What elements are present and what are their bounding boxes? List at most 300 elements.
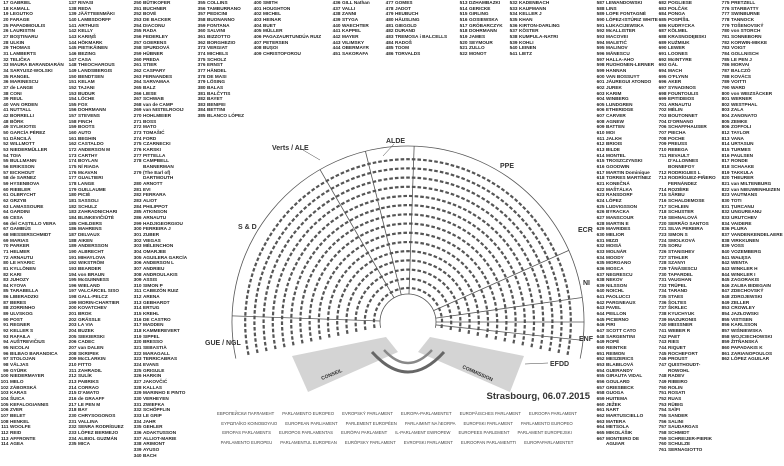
- seat: [254, 304, 257, 308]
- seat-number: 172: [68, 147, 77, 153]
- seat: [501, 293, 504, 297]
- seat: [375, 307, 378, 311]
- seat: [365, 201, 369, 204]
- seat: [560, 304, 563, 308]
- seat: [346, 283, 350, 287]
- member-name: BÜTIKOFER: [143, 0, 171, 5]
- seat-number: 784: [721, 50, 730, 56]
- seat: [384, 187, 388, 190]
- seat: [344, 270, 348, 274]
- member-name: KAUFMANN: [519, 5, 547, 11]
- seat-number: 409: [253, 50, 262, 56]
- seat: [301, 340, 304, 344]
- group-label-alde: ALDE: [386, 138, 406, 145]
- seat-number: 597: [596, 56, 605, 62]
- member-name: GERICKE: [469, 5, 491, 11]
- seat-number: 356: [197, 5, 206, 11]
- seat-number: 832: [721, 209, 730, 215]
- seat: [417, 251, 421, 254]
- seat: [278, 278, 281, 282]
- seat-number: 26: [3, 28, 9, 34]
- seat: [471, 202, 475, 206]
- seat-number: 711: [658, 152, 667, 158]
- member-name: JADOT: [395, 5, 411, 11]
- seat-number: 436: [332, 0, 341, 5]
- seat-number: 273: [133, 130, 142, 136]
- member-name: RAFAILA: [10, 333, 31, 339]
- seat-number: 661: [596, 407, 605, 413]
- member-name: KARSKI: [143, 147, 161, 153]
- seat: [432, 286, 436, 290]
- member-name: PITTELLA: [143, 152, 166, 158]
- member-name: de SARNEZ: [10, 175, 37, 181]
- member-name: PICIÈ: [78, 192, 91, 198]
- seat: [538, 240, 542, 244]
- seat-number: 254: [133, 22, 142, 28]
- seat: [486, 311, 489, 315]
- seat: [482, 294, 485, 298]
- seat: [409, 222, 413, 224]
- member-name: PAET: [668, 333, 681, 339]
- member-name: ZELLER: [731, 299, 750, 305]
- member-name: KUMPULA-NATRI: [519, 33, 558, 39]
- seat-number: 486: [385, 50, 394, 56]
- seat: [370, 200, 374, 203]
- seat: [530, 343, 533, 347]
- member-name: LE PEN M: [78, 401, 101, 407]
- seat: [375, 217, 379, 220]
- member-name: GUERANDY: [606, 367, 633, 373]
- seat: [314, 264, 318, 268]
- seat-number: 324: [133, 362, 142, 367]
- seat: [293, 230, 297, 234]
- seat: [450, 321, 452, 325]
- seat: [438, 278, 442, 282]
- seat: [514, 323, 516, 327]
- seat: [338, 304, 341, 308]
- seat-number: 259: [133, 50, 142, 56]
- seat: [282, 304, 285, 308]
- seat: [318, 277, 322, 281]
- member-name: SCHREIJER-PIERIK: [668, 435, 713, 441]
- seat: [254, 333, 256, 337]
- member-name: HÜBNER: [143, 50, 164, 56]
- member-name: TĂNĂSESCU: [668, 265, 698, 271]
- seat-number: 42: [3, 113, 9, 119]
- seat: [325, 189, 329, 193]
- seat-number: 842: [721, 260, 730, 266]
- seat: [437, 227, 441, 230]
- seat: [542, 312, 544, 316]
- member-name: WAECHTER: [342, 22, 369, 28]
- seat-number: 380: [197, 84, 206, 90]
- seat: [496, 185, 500, 189]
- seat-number: 830: [721, 197, 730, 203]
- member-name: MARTIN Dominique: [606, 169, 650, 175]
- member-name: BOOTS: [78, 124, 95, 130]
- member-name: SCHAAKE: [731, 164, 755, 170]
- seat-number: 406: [253, 33, 262, 39]
- seat: [321, 254, 325, 258]
- seat-number: 442: [332, 33, 341, 39]
- seat-number: 594: [596, 39, 605, 45]
- seat: [559, 338, 562, 342]
- seat: [530, 293, 533, 297]
- seat: [525, 222, 529, 226]
- seat-number: 616: [596, 164, 605, 170]
- seat-number: 316: [133, 316, 142, 322]
- seat-number: 196: [68, 282, 77, 288]
- seat: [375, 246, 379, 249]
- parliament-name: EVROPSKI PARLAMENT: [403, 439, 453, 445]
- member-name: MEISSNER: [668, 322, 693, 328]
- seat: [494, 336, 497, 340]
- seat: [253, 310, 255, 314]
- seat-number: 841: [721, 254, 730, 260]
- seat: [447, 251, 451, 255]
- member-name: MARIAS: [10, 237, 29, 243]
- member-name: ZWIEFKA: [143, 401, 165, 407]
- member-name: VOIGT: [731, 45, 746, 51]
- seat: [286, 282, 289, 286]
- seat: [533, 273, 536, 277]
- seat: [480, 242, 484, 246]
- member-name: FINCH: [78, 118, 93, 124]
- seat: [365, 241, 369, 245]
- member-name: TORVALDS: [395, 50, 421, 56]
- seat: [450, 164, 454, 167]
- seat: [452, 266, 456, 270]
- parliament-name: ΕΥΡΩΠΑΪΚΟ ΚΟΙΝΟΒΟΥΛΙΟ: [221, 420, 278, 426]
- seat: [299, 210, 303, 214]
- seat-number: 683: [658, 5, 667, 11]
- seat: [389, 187, 393, 190]
- seat-number: 67: [3, 226, 9, 232]
- member-name: REBEGA: [668, 147, 689, 153]
- seat-number: 195: [68, 277, 77, 283]
- member-name: SIEKIERSKI: [78, 333, 105, 339]
- seat: [389, 168, 393, 171]
- seat: [283, 244, 287, 248]
- seat: [406, 186, 410, 188]
- seat-number: 89: [3, 311, 9, 317]
- member-name: AKER: [668, 79, 682, 85]
- member-name: POCHE: [668, 135, 685, 141]
- seat-number: 831: [721, 203, 730, 209]
- seat-number: 145: [68, 45, 77, 51]
- seat-number: 148: [68, 62, 77, 68]
- member-name: BALČYTIS: [207, 90, 231, 96]
- seat-number: 251: [133, 5, 142, 11]
- seat-number: 540: [509, 45, 518, 51]
- member-name: TAJANI: [78, 84, 95, 90]
- seat-number: 519: [459, 33, 468, 39]
- member-name: CHRISTOFOROU: [263, 50, 301, 56]
- seat: [246, 346, 249, 350]
- seat-number: 744: [658, 345, 667, 351]
- seat-number: 644: [596, 311, 605, 317]
- member-name: PAPADAKIS K: [731, 345, 763, 351]
- seat-number: 141: [68, 22, 77, 28]
- seat: [492, 272, 496, 276]
- seat-number: 180: [68, 192, 77, 198]
- seat-number: 65: [3, 214, 9, 220]
- seat: [471, 191, 475, 195]
- seat: [467, 330, 470, 334]
- seat-number: 187: [68, 231, 77, 237]
- seat: [378, 188, 382, 191]
- member-name: TURMES: [731, 147, 751, 153]
- member-name: DZHAMBAZKI: [469, 0, 501, 5]
- member-name: TAMBURRANO: [207, 5, 241, 11]
- seat-number: 218: [68, 407, 77, 413]
- member-name: MÉLENCHON: [143, 243, 174, 249]
- member-name: COLLINS: [207, 0, 228, 5]
- seat: [435, 302, 439, 306]
- seat: [332, 271, 336, 275]
- seat-number: 632: [596, 243, 605, 249]
- seat-number: 621: [596, 181, 605, 186]
- seat-number: 379: [197, 79, 206, 85]
- seat: [501, 188, 505, 192]
- seat: [302, 195, 306, 199]
- seat-number: 308: [133, 271, 142, 277]
- member-name: MOISĂ: [606, 243, 622, 249]
- member-name: WOJCIECHOWSKI: [731, 333, 773, 339]
- member-name: SARYUSZ-WOLSKI: [10, 67, 53, 73]
- member-name: ARNAUTU: [143, 214, 167, 220]
- seat: [266, 237, 270, 241]
- seat: [443, 260, 447, 264]
- member-name: REINTKE: [606, 345, 627, 351]
- seat: [472, 213, 476, 217]
- seat: [375, 208, 379, 211]
- seat: [415, 195, 419, 197]
- member-name: ZUBER: [143, 231, 160, 237]
- member-name: LEWANDOWSKI: [606, 0, 643, 5]
- seat: [258, 252, 261, 256]
- seat-number: 151: [68, 79, 77, 85]
- member-name: REIMON: [606, 350, 625, 356]
- seat-number: 161: [68, 135, 77, 141]
- member-name: SCHWAB: [143, 96, 164, 102]
- member-name: McGUINNESS: [78, 277, 109, 283]
- member-name: SALINI: [668, 418, 684, 424]
- seat: [497, 246, 501, 250]
- seat-number: 173: [68, 152, 77, 158]
- seat: [458, 328, 461, 332]
- member-name: ERTUG: [143, 305, 160, 311]
- seat: [292, 342, 295, 346]
- seat: [499, 287, 502, 291]
- seat-number: 323: [133, 356, 142, 362]
- seat-number: 378: [197, 73, 206, 79]
- seat: [447, 241, 451, 245]
- seat: [331, 231, 335, 235]
- seat: [321, 192, 325, 196]
- seat-number: 617: [596, 169, 605, 175]
- seat: [320, 296, 323, 300]
- seat: [498, 234, 502, 238]
- seat: [333, 254, 337, 258]
- seat-number: 321: [133, 345, 142, 351]
- seat: [261, 271, 264, 275]
- seat-number: 191: [68, 254, 77, 260]
- seat-number: 854: [721, 311, 730, 317]
- member-name: MALINOV: [606, 45, 628, 51]
- seat-number: 690: [658, 45, 667, 51]
- seat: [300, 222, 304, 226]
- member-name: POGLIESE: [668, 0, 692, 5]
- seat-number: 61: [3, 192, 9, 198]
- seat: [303, 247, 307, 251]
- seat: [486, 223, 490, 227]
- seat: [512, 270, 516, 274]
- seat: [437, 290, 441, 294]
- seat: [452, 203, 456, 206]
- seat: [548, 261, 551, 265]
- member-name: KARIM: [606, 90, 622, 96]
- member-name: NEGRESCU: [606, 271, 633, 277]
- seat: [440, 189, 444, 192]
- seat: [485, 306, 488, 310]
- seat: [510, 195, 514, 199]
- seat: [514, 329, 516, 333]
- member-name: PAGAZAURTUNDÚA RUIZ: [263, 33, 322, 39]
- seat-number: 194: [68, 271, 77, 277]
- member-name: SILVA PEREIRA: [668, 226, 704, 232]
- seat: [282, 338, 285, 342]
- seat-number: 177: [68, 175, 77, 181]
- member-name: KAMMEREVERT: [143, 328, 180, 334]
- member-name: BUDUR: [78, 90, 95, 96]
- member-name: HALLA-AHO: [606, 56, 634, 62]
- seat-number: 480: [385, 16, 394, 22]
- seat-number: 605: [596, 101, 605, 107]
- member-name: AGNEW: [606, 118, 624, 124]
- member-name: KELAM: [78, 79, 95, 85]
- member-name: HENKEL: [10, 418, 30, 424]
- seat-number: 83: [3, 277, 9, 283]
- seat: [341, 202, 345, 206]
- seat: [456, 185, 460, 188]
- seat: [395, 260, 399, 263]
- member-name: PEDICINI: [207, 11, 228, 17]
- seat-number: 304: [133, 248, 142, 254]
- seat-number: 591: [596, 22, 605, 28]
- seat-number: 477: [385, 0, 394, 5]
- seat: [560, 327, 562, 331]
- seat-number: 598: [596, 62, 605, 68]
- member-name: POSPÍŠIL: [668, 16, 690, 22]
- seat: [564, 279, 567, 283]
- member-name: VAUGHAN: [668, 277, 692, 283]
- seat-number: 204: [68, 328, 77, 334]
- seat-number: 695: [658, 73, 667, 79]
- seat-number: 595: [596, 45, 605, 51]
- seat: [483, 275, 487, 279]
- member-name: VIEGAS: [143, 237, 161, 243]
- member-name: MAURA BARANDIARÁN: [10, 62, 64, 68]
- member-name: TOMAŠIĆ: [143, 130, 165, 136]
- seat: [395, 168, 399, 170]
- seat: [431, 225, 435, 228]
- member-name: BRIOIS: [606, 141, 623, 147]
- seat-number: 102: [0, 384, 9, 390]
- seat-number: 738: [658, 311, 667, 317]
- seat: [417, 288, 421, 291]
- member-name: KONEČNÁ: [606, 181, 630, 186]
- seat-number: 328: [133, 384, 142, 390]
- member-name: CARVER: [606, 113, 626, 119]
- seat: [441, 294, 445, 298]
- member-name: PIECHA: [668, 130, 686, 136]
- member-name: MATERA: [606, 418, 626, 424]
- member-name: STIER: [143, 62, 157, 68]
- seat-number: 156: [68, 107, 77, 113]
- seat: [527, 282, 530, 286]
- seat: [403, 213, 407, 215]
- seat-number: 182: [68, 203, 77, 209]
- seat: [540, 228, 544, 232]
- seat: [569, 329, 571, 333]
- member-name: CAMPBELL BANNERMAN: [143, 158, 174, 170]
- member-name: MORVAI: [731, 62, 750, 68]
- seat-number: 706: [658, 124, 667, 130]
- seat: [456, 258, 460, 262]
- member-name: SANDER: [668, 412, 688, 418]
- seat: [370, 209, 374, 212]
- member-name: DE CASTRO: [143, 316, 171, 322]
- seat: [460, 274, 464, 278]
- seat: [290, 272, 293, 276]
- seat: [336, 315, 338, 319]
- member-name: GRIESBECK: [606, 384, 634, 390]
- member-name: SIMON S: [668, 231, 688, 237]
- seat-number: 153: [68, 90, 77, 96]
- seat-number: 481: [385, 22, 394, 28]
- seat: [456, 270, 460, 274]
- member-name: ZANNI: [342, 11, 357, 17]
- seat: [349, 297, 352, 301]
- seat-number: 643: [596, 305, 605, 311]
- seat: [415, 204, 419, 206]
- member-name: VAIDERE: [731, 220, 752, 226]
- seat: [406, 269, 410, 271]
- seat-number: 192: [68, 260, 77, 266]
- member-name: RIEBLER: [10, 186, 31, 192]
- seat-number: 790: [721, 84, 730, 90]
- seat-number: 778: [721, 16, 730, 22]
- seat: [356, 185, 360, 188]
- seat: [398, 223, 402, 225]
- seat-number: 114: [0, 441, 9, 447]
- seat-number: 532: [509, 0, 518, 5]
- member-name: RIBEIRO: [668, 378, 688, 384]
- seat: [365, 211, 369, 214]
- translation-row: [200, 419, 594, 429]
- seat: [290, 206, 294, 210]
- seat: [263, 302, 266, 306]
- member-name: CONI: [10, 90, 22, 96]
- seat: [485, 211, 489, 215]
- member-name: BEGHIN: [78, 135, 97, 141]
- member-name: HEINAR: [263, 16, 281, 22]
- member-name: KUDRYCKA: [668, 22, 695, 28]
- member-name: PAPADIMOULIS: [10, 22, 46, 28]
- seat: [369, 271, 373, 275]
- member-name: MIHAYLOVA: [78, 254, 106, 260]
